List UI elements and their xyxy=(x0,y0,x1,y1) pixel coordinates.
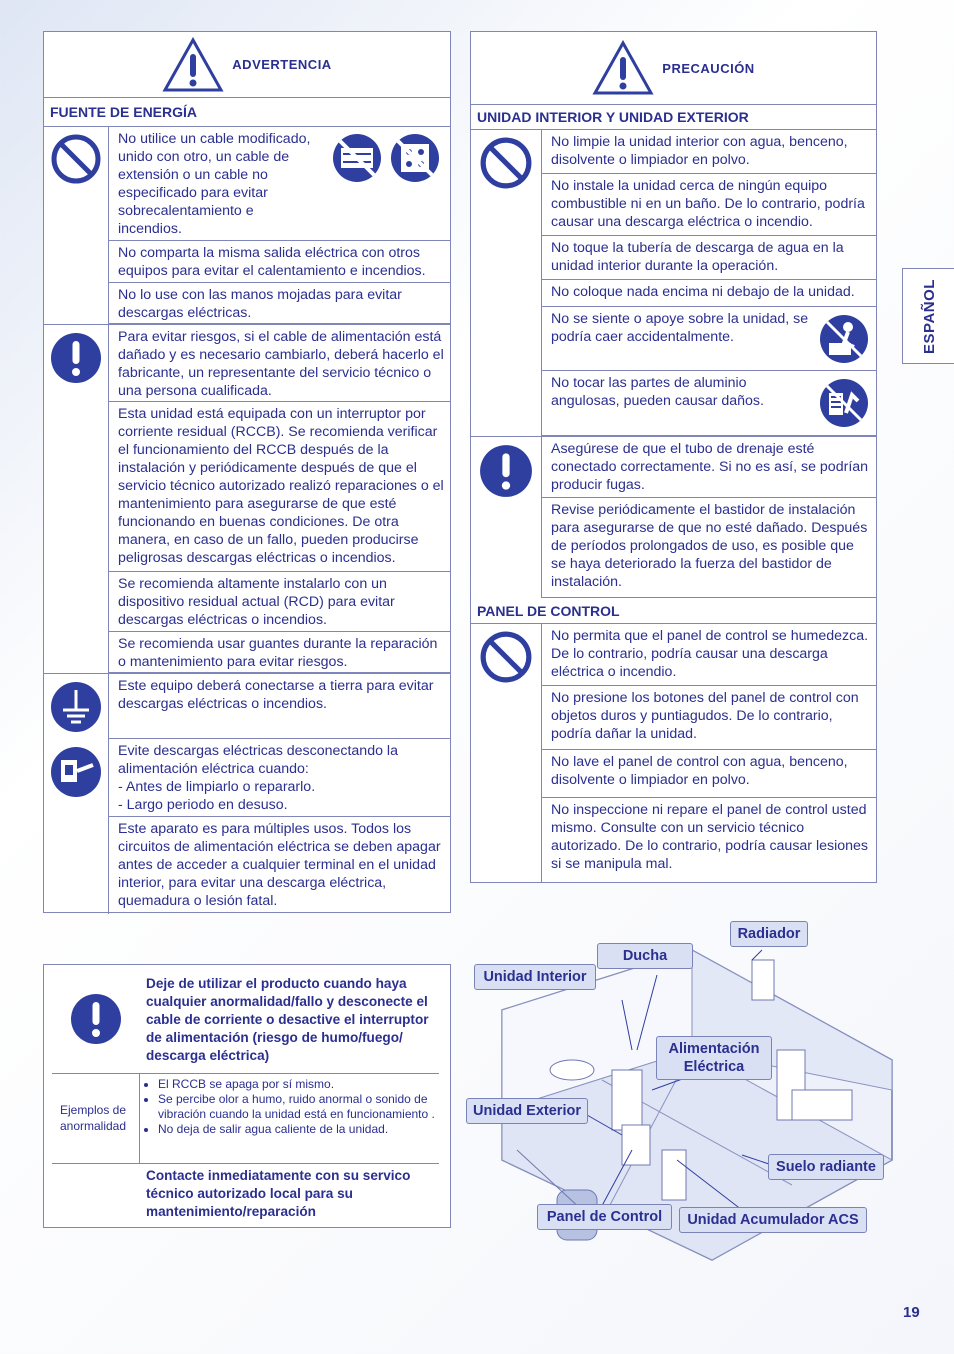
icon-cell-mandatory-2 xyxy=(471,436,542,598)
row-cable-danado: Para evitar riesgos, si el cable de alimentación está dañado y es necesario cambiarlo, deberá hacerlo el fabricante, un representante del servicio técnico o una persona cualificada. xyxy=(109,324,450,402)
example-item: • Se percibe olor a humo, ruido anormal o sonido de vibración cuando la unidad está en funcionamiento . xyxy=(158,1092,448,1122)
row-salida: No comparta la misma salida eléctrica con otros equipos para evitar el calentamiento e incendios. xyxy=(109,241,450,283)
no-touch-fins-icon xyxy=(818,377,870,429)
section-panel-control: PANEL DE CONTROL xyxy=(471,598,876,624)
prohibited-icon xyxy=(479,136,533,190)
row-aluminio xyxy=(542,371,876,436)
example-item: • No deja de salir agua caliente de la unidad. xyxy=(158,1122,448,1137)
advertencia-title: ADVERTENCIA xyxy=(232,57,332,72)
label-alimentacion-electrica: Alimentación Eléctrica xyxy=(656,1036,772,1080)
label-ducha: Ducha xyxy=(597,943,693,969)
row-rccb: Esta unidad está equipada con un interruptor por corriente residual (RCCB). Se recomienda verificar el funcionamiento del RCCB después de la instalación y periódicamente después de que el servicio técnico autorizado realizó reparaciones o el mantenimiento para asegurarse de que esté funcionando en buenas condiciones. De otra manera, en caso de un fallo, pueden producirse peligrosas descargas eléctricas o incendios. xyxy=(109,402,450,572)
advertencia-box xyxy=(43,31,451,913)
examples-column-divider xyxy=(139,1073,140,1163)
icon-cell-unplug xyxy=(44,739,109,914)
row-manos-mojadas: No lo use con las manos mojadas para evitar descargas eléctricas. xyxy=(109,283,450,324)
earth-ground-icon xyxy=(49,680,103,734)
examples-label: Ejemplos de anormalidad xyxy=(59,1103,127,1133)
contact-text: Contacte inmediatamente con su servico técnico autorizado local para su mantenimiento/reparación xyxy=(146,1168,411,1219)
mandatory-icon xyxy=(49,331,103,385)
no-multi-plug-icon xyxy=(389,132,441,184)
row-equipo-combustible: No instale la unidad cerca de ningún equipo combustible ni en un baño. De lo contrario, podría causar una descarga eléctrica o incendio. xyxy=(542,174,876,236)
advertencia-header xyxy=(44,32,450,98)
row-drenaje: Asegúrese de que el tubo de drenaje esté conectado correctamente. Si no es así, se podrían producir fugas. xyxy=(542,436,876,498)
language-label: ESPAÑOL xyxy=(920,278,938,354)
unplug-icon xyxy=(49,745,103,799)
section-unidad-interior-exterior: UNIDAD INTERIOR Y UNIDAD EXTERIOR xyxy=(471,104,876,130)
example-item: • El RCCB se apaga por sí mismo. xyxy=(158,1077,448,1092)
mandatory-icon xyxy=(478,443,534,499)
row-cable-text: No utilice un cable modificado, unido con otro, un cable de extensión o un cable no especificado para evitar sobrecalentamiento e incendios. xyxy=(118,131,311,237)
row-panel-botones: No presione los botones del panel de control con objetos duros y puntiagudos. De lo contrario, podría dañar la unidad. xyxy=(542,686,876,750)
no-sit-icon xyxy=(818,313,870,365)
icon-cell-earth xyxy=(44,673,109,739)
prohibited-icon xyxy=(479,630,533,684)
row-panel-lave: No lave el panel de control con agua, benceno, disolvente o limpiador en polvo. xyxy=(542,750,876,798)
row-cable xyxy=(109,127,450,241)
anormalidad-box xyxy=(43,964,451,1228)
icon-cell-prohibited-3 xyxy=(471,624,542,883)
precaucion-box xyxy=(470,31,877,883)
caution-triangle-icon xyxy=(592,40,654,96)
label-suelo-radiante: Suelo radiante xyxy=(768,1154,884,1180)
language-tab xyxy=(902,268,954,364)
row-limpie-interior: No limpie la unidad interior con agua, benceno, disolvente o limpiador en polvo. xyxy=(542,130,876,174)
icon-cell-prohibited xyxy=(44,127,109,324)
label-panel-control: Panel de Control xyxy=(537,1204,672,1230)
warning-triangle-icon xyxy=(162,37,224,93)
no-cable-extension-icon xyxy=(331,132,383,184)
mandatory-icon xyxy=(69,992,123,1046)
row-no-sentarse-text: No se siente o apoye sobre la unidad, se podría caer accidentalmente. xyxy=(551,311,809,345)
page-number: 19 xyxy=(903,1304,920,1321)
label-unidad-interior: Unidad Interior xyxy=(474,964,596,990)
row-bastidor: Revise periódicamente el bastidor de instalación para asegurarse de que no esté dañado. Después de períodos prolongados de uso, es posible que se haya deteriorado la fuerza del bastidor de instalación. xyxy=(542,498,876,598)
row-tierra: Este equipo deberá conectarse a tierra para evitar descargas eléctricas o incendios. xyxy=(109,673,450,739)
row-tuberia-descarga: No toque la tubería de descarga de agua en la unidad interior durante la operación. xyxy=(542,236,876,280)
label-radiador: Radiador xyxy=(730,921,808,947)
examples-divider-bottom xyxy=(52,1163,439,1164)
icon-cell-mandatory xyxy=(44,324,109,673)
examples-divider-top xyxy=(52,1073,439,1074)
row-nada-encima: No coloque nada encima ni debajo de la unidad. xyxy=(542,280,876,307)
row-desconectar: Evite descargas eléctricas desconectando la alimentación eléctrica cuando: - Antes de limpiarlo o repararlo. - Largo periodo en desuso. xyxy=(109,739,450,817)
row-aluminio-text: No tocar las partes de aluminio angulosas, pueden causar daños. xyxy=(551,375,764,409)
precaucion-title: PRECAUCIÓN xyxy=(662,60,755,76)
row-panel-humedezca: No permita que el panel de control se humedezca. De lo contrario, podría causar una descarga eléctrica o incendio. xyxy=(542,624,876,686)
stop-use-text: Deje de utilizar el producto cuando haya cualquier anormalidad/fallo y desconecte el cable de corriente o desactive el interruptor de alimentación (riesgo de humo/fuego/ descarga eléctrica) xyxy=(146,976,429,1063)
label-unidad-exterior: Unidad Exterior xyxy=(466,1098,588,1124)
row-multiples-usos: Este aparato es para múltiples usos. Todos los circuitos de alimentación eléctrica se deben apagar antes de acceder a cualquier terminal en el unidad interior, para evitar una descarga eléctrica, quemadura o lesión fatal. xyxy=(118,821,441,909)
section-fuente-energia: FUENTE DE ENERGÍA xyxy=(44,97,450,127)
icon-cell-prohibited-2 xyxy=(471,130,542,436)
row-panel-inspeccione: No inspeccione ni repare el panel de control usted mismo. Consulte con un servicio técnico autorizado. De lo contrario, podría causar lesiones si se manipula mal. xyxy=(551,802,869,872)
precaucion-header xyxy=(471,32,876,105)
row-rcd: Se recomienda altamente instalarlo con un dispositivo residual actual (RCD) para evitar descargas eléctricas o incendios. xyxy=(109,572,450,632)
row-guantes: Se recomienda usar guantes durante la reparación o mantenimiento para evitar riesgos. xyxy=(109,632,450,673)
examples-list xyxy=(144,1077,448,1137)
label-unidad-acumulador: Unidad Acumulador ACS xyxy=(679,1207,867,1233)
row-no-sentarse xyxy=(542,307,876,371)
prohibited-icon xyxy=(50,133,102,185)
